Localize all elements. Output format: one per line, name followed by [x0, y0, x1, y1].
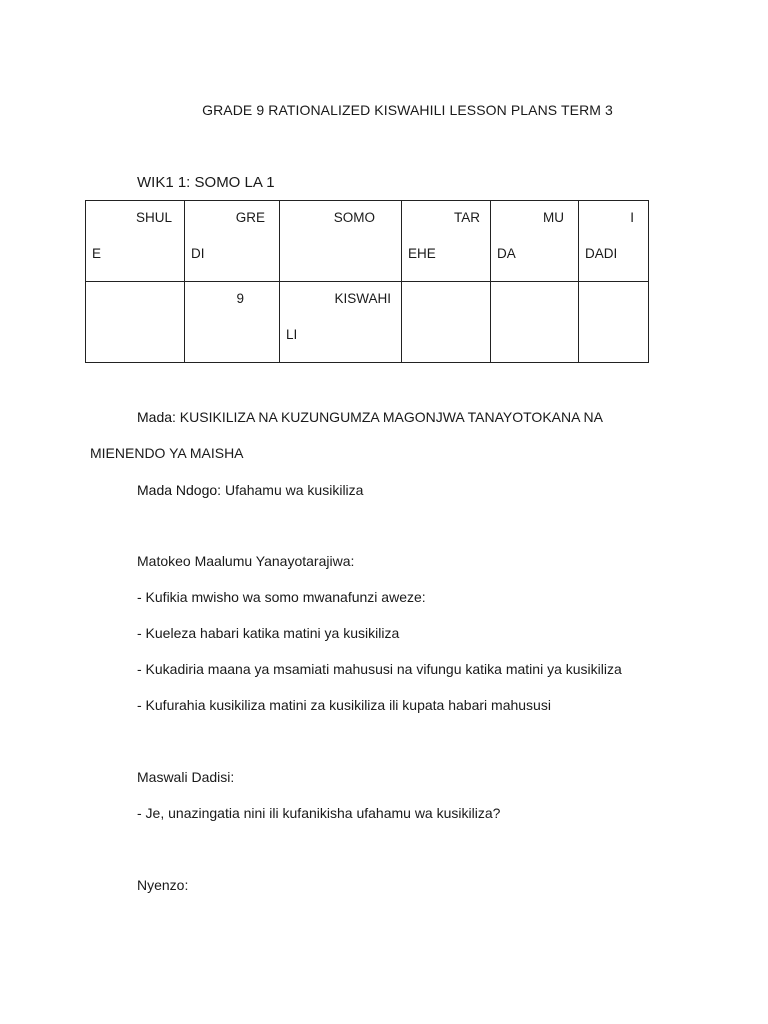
header-cell-somo: SOMO: [280, 201, 402, 282]
list-item: - Kukadiria maana ya msamiati mahususi na vifungu katika matini ya kusikiliza: [137, 661, 622, 677]
table-cell-shule: [86, 282, 185, 363]
mada-ndogo-label: Mada Ndogo:: [137, 482, 222, 498]
mada-ndogo-value: Ufahamu wa kusikiliza: [221, 482, 364, 498]
nyenzo-heading: Nyenzo:: [137, 877, 189, 893]
lesson-info-table: [85, 200, 649, 363]
header-cell-tarehe: TAR EHE: [402, 201, 491, 282]
table-cell-tarehe: [402, 282, 491, 363]
table-cell-gredi: 9: [185, 282, 280, 363]
table-cell-somo: KISWAHI LI: [280, 282, 402, 363]
header-cell-gredi: GRE DI: [185, 201, 280, 282]
table-header-row: [86, 201, 649, 282]
header-cell-muda: MU DA: [491, 201, 579, 282]
table-cell-muda: [491, 282, 579, 363]
header-cell-shule: SHUL E: [86, 201, 185, 282]
mada-line: [137, 409, 603, 425]
document-title: GRADE 9 RATIONALIZED KISWAHILI LESSON PLANS TERM 3: [202, 102, 613, 118]
list-item: - Kueleza habari katika matini ya kusikiliza: [137, 625, 400, 641]
table-row: [86, 282, 649, 363]
header-cell-idadi: I DADI: [579, 201, 649, 282]
table-cell-idadi: [579, 282, 649, 363]
list-item: - Kufikia mwisho wa somo mwanafunzi aweze:: [137, 589, 426, 605]
mada-ndogo-line: [137, 482, 363, 498]
matokeo-heading: Matokeo Maalumu Yanayotarajiwa:: [137, 553, 355, 569]
list-item: - Je, unazingatia nini ili kufanikisha ufahamu wa kusikiliza?: [137, 805, 501, 821]
maswali-heading: Maswali Dadisi:: [137, 769, 235, 785]
list-item: - Kufurahia kusikiliza matini za kusikiliza ili kupata habari mahususi: [137, 697, 551, 713]
mada-label: Mada:: [137, 409, 176, 425]
mada-value: KUSIKILIZA NA KUZUNGUMZA MAGONJWA TANAYOTOKANA NA: [175, 409, 604, 425]
mada-value-continuation: MIENENDO YA MAISHA: [90, 445, 244, 461]
week-heading: WIK1 1: SOMO LA 1: [137, 174, 275, 191]
